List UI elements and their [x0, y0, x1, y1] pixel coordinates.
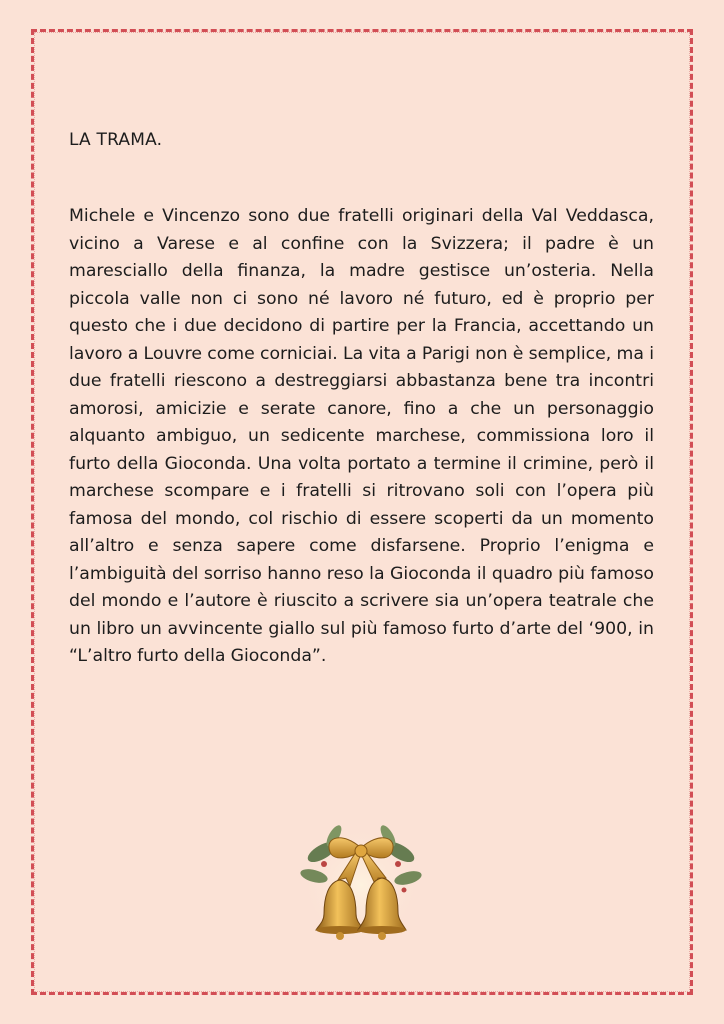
plot-paragraph: Michele e Vincenzo sono due fratelli originari della Val Veddasca, vicino a Varese e al confine con la Svizzera; il padre è un maresciallo della finanza, la madre gestisce un’osteria. Nella piccola valle non ci sono né lavoro né futuro, ed è proprio per questo che i due decidono di partire per la Francia, accettando un lavoro a Louvre come corniciai. La vita a Parigi non è semplice, ma i due fratelli riescono a destreggiarsi abbastanza bene tra incontri amorosi, amicizie e serate canore, fino a che un personaggio alquanto ambiguo, un sedicente marchese, commissiona loro il furto della Gioconda. Una volta portato a termine il crimine, però il marchese scompare e i fratelli si ritrovano soli con l’opera più famosa del mondo, col rischio di essere scoperti da un momento all’altro e senza sapere come disfarsene. Proprio l’enigma e l’ambiguità del sorriso hanno reso la Gioconda il quadro più famoso del mondo e l’autore è riuscito a scrivere sia un’opera teatrale che un libro un avvincente giallo sul più famoso furto d’arte del ‘900, in “L’altro furto della Gioconda”. — [69, 206, 654, 666]
section-title: LA TRAMA. — [69, 130, 163, 150]
christmas-bells-illustration — [294, 818, 428, 952]
